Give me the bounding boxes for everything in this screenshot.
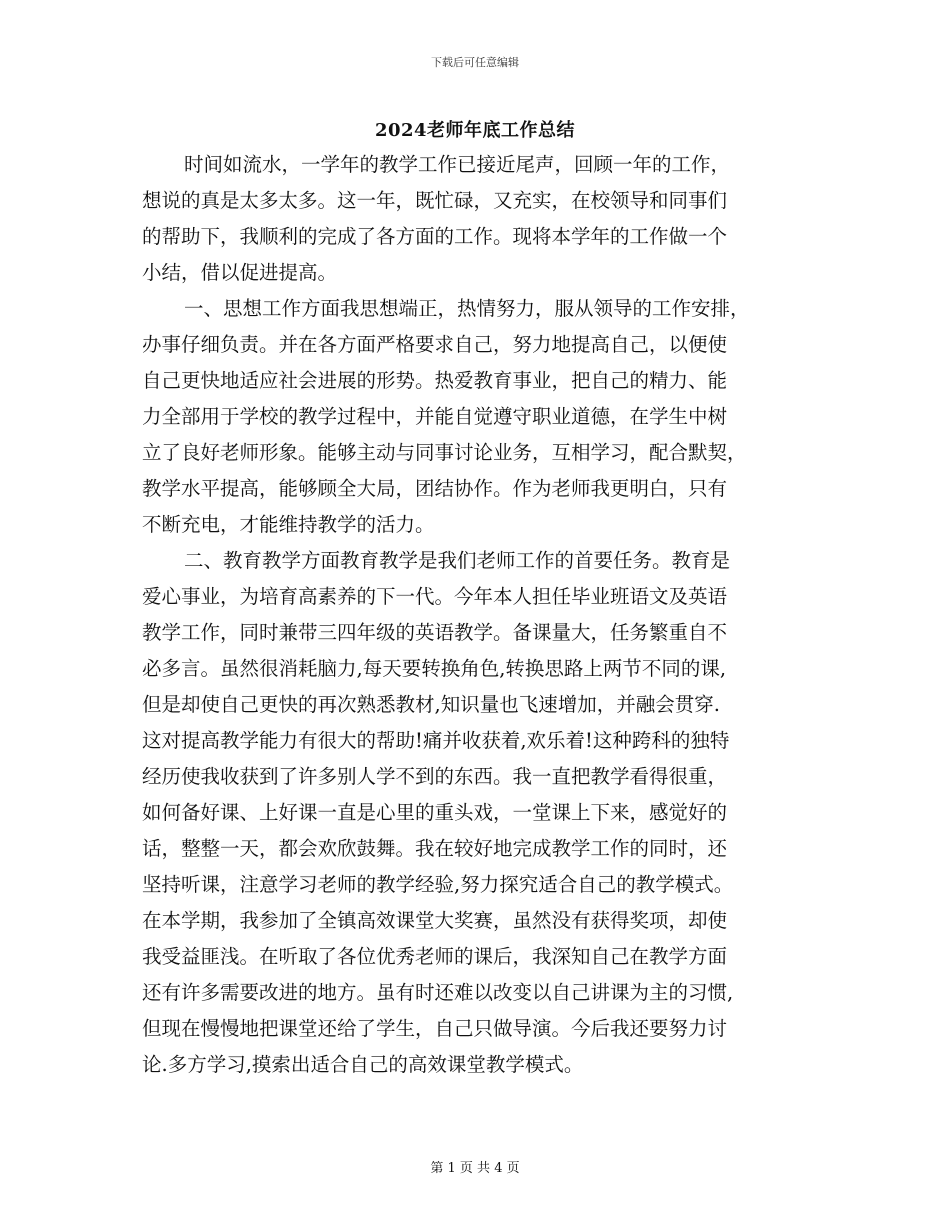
paragraph-line: 不断充电，才能维持教学的活力。 <box>142 513 435 536</box>
paragraph-line: 的帮助下，我顺利的完成了各方面的工作。现将本学年的工作做一个 <box>142 225 728 248</box>
paragraph-line: 想说的真是太多太多。这一年，既忙碌，又充实，在校领导和同事们 <box>142 189 728 212</box>
paragraph-line: 一、思想工作方面我思想端正，热情努力，服从领导的工作安排， <box>184 297 750 320</box>
paragraph-line: 坚持听课，注意学习老师的教学经验,努力探究适合自己的教学模式。 <box>142 873 734 896</box>
page-footer: 第 1 页 共 4 页 <box>430 1161 520 1176</box>
paragraph-line: 教学水平提高，能够顾全大局，团结协作。作为老师我更明白，只有 <box>142 477 728 500</box>
paragraph-line: 爱心事业，为培育高素养的下一代。今年本人担任毕业班语文及英语 <box>142 585 728 608</box>
paragraph-line: 这对提高教学能力有很大的帮助!痛并收获着,欢乐着!这种跨科的独特 <box>142 729 730 752</box>
paragraph-line: 力全部用于学校的教学过程中，并能自觉遵守职业道德，在学生中树 <box>142 405 728 428</box>
paragraph-line: 时间如流水，一学年的教学工作已接近尾声，回顾一年的工作， <box>184 153 731 176</box>
paragraph-line: 立了良好老师形象。能够主动与同事讨论业务，互相学习，配合默契， <box>142 441 747 464</box>
paragraph-line: 但是却使自己更快的再次熟悉教材,知识量也飞速增加，并融会贯穿. <box>142 693 720 716</box>
paragraph-line: 还有许多需要改进的地方。虽有时还难以改变以自己讲课为主的习惯, <box>142 981 734 1004</box>
paragraph-line: 小结，借以促进提高。 <box>142 261 338 284</box>
paragraph-line: 二、教育教学方面教育教学是我们老师工作的首要任务。教育是 <box>184 549 731 572</box>
paragraph-line: 自己更快地适应社会进展的形势。热爱教育事业，把自己的精力、能 <box>142 369 728 392</box>
paragraph-line: 在本学期，我参加了全镇高效课堂大奖赛，虽然没有获得奖项，却使 <box>142 909 728 932</box>
paragraph-line: 必多言。虽然很消耗脑力,每天要转换角色,转换思路上两节不同的课, <box>142 657 727 680</box>
paragraph-line: 论.多方学习,摸索出适合自己的高效课堂教学模式。 <box>142 1053 584 1076</box>
paragraph-line: 但现在慢慢地把课堂还给了学生，自己只做导演。今后我还要努力讨 <box>142 1017 728 1040</box>
paragraph-line: 话，整整一天，都会欢欣鼓舞。我在较好地完成教学工作的同时，还 <box>142 837 728 860</box>
paragraph-line: 如何备好课、上好课一直是心里的重头戏，一堂课上下来，感觉好的 <box>142 801 728 824</box>
paragraph-line: 教学工作，同时兼带三四年级的英语教学。备课量大，任务繁重自不 <box>142 621 728 644</box>
paragraph-line: 经历使我收获到了许多别人学不到的东西。我一直把教学看得很重， <box>142 765 728 788</box>
paragraph-line: 我受益匪浅。在听取了各位优秀老师的课后，我深知自己在教学方面 <box>142 945 728 968</box>
header-note: 下载后可任意编辑 <box>431 56 519 69</box>
paragraph-line: 办事仔细负责。并在各方面严格要求自己，努力地提高自己，以便使 <box>142 333 728 356</box>
document-body <box>142 147 812 1083</box>
document-title: 2024老师年底工作总结 <box>374 120 576 141</box>
